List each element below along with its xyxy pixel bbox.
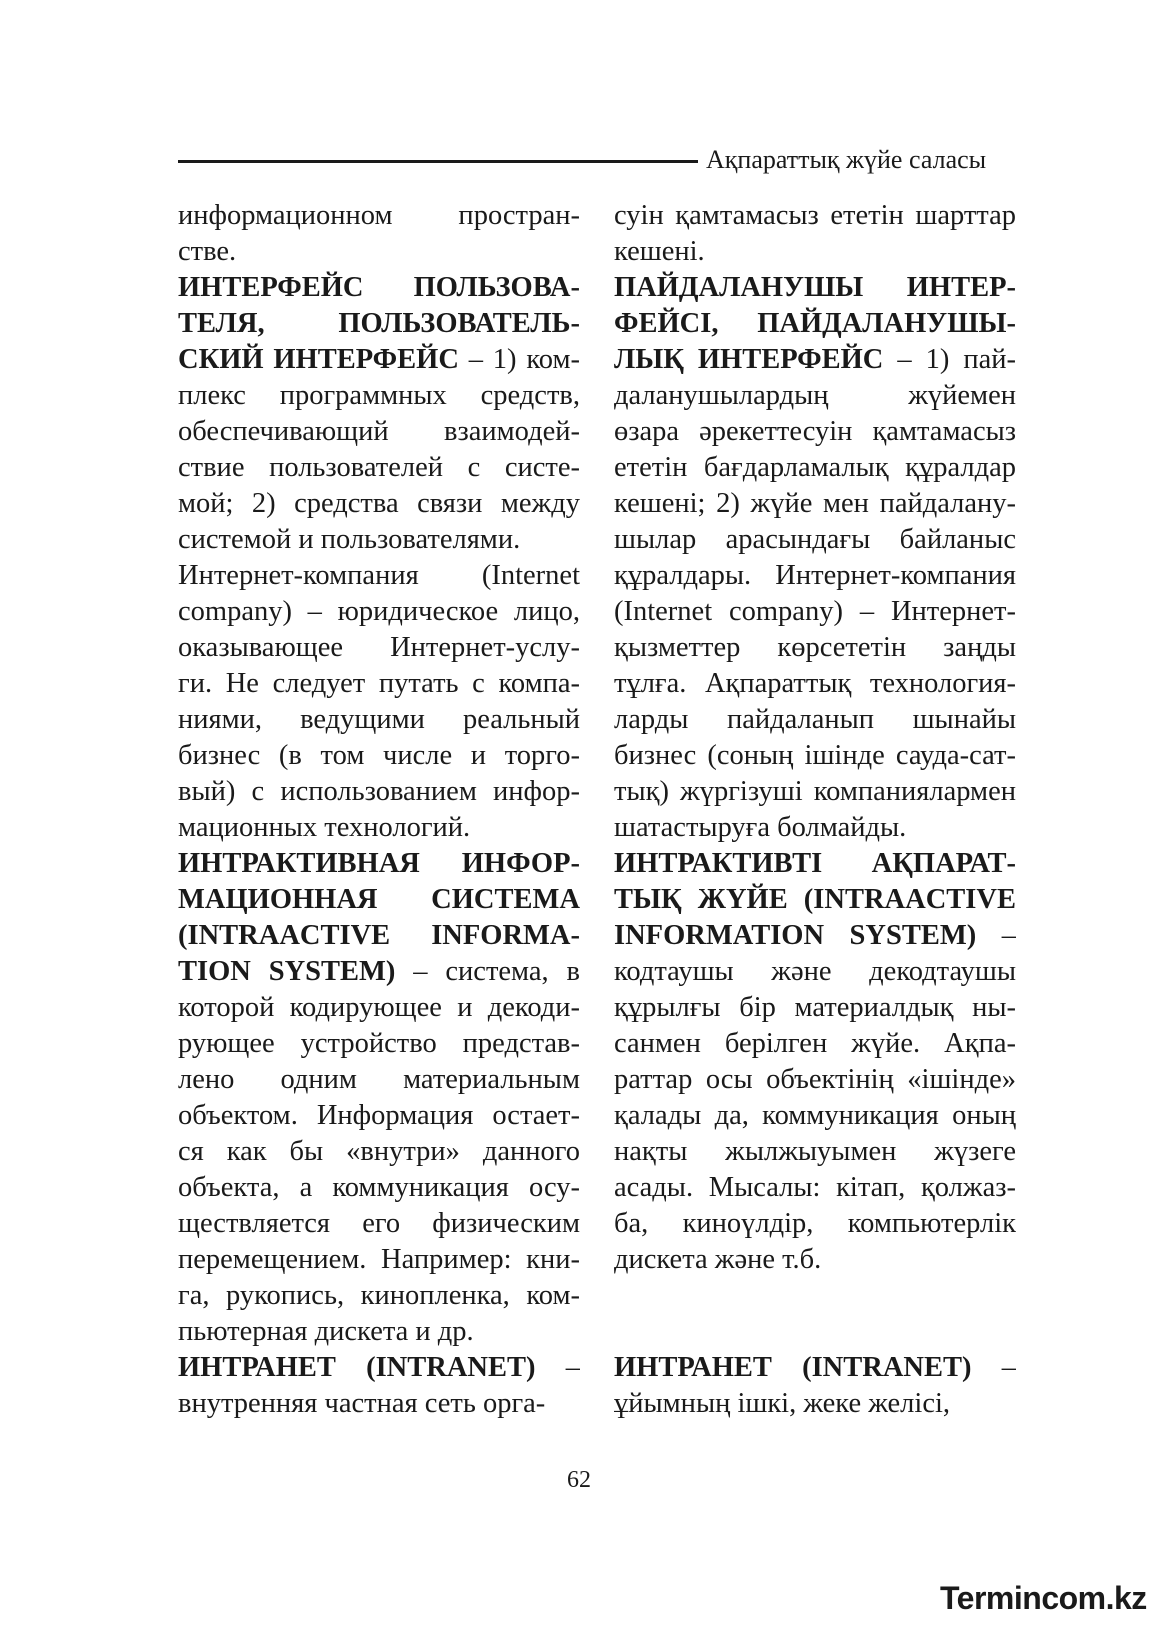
text-line [614,918,1016,954]
text-line [178,918,580,954]
body-text: системой и пользователями. [178,524,521,555]
text-line [614,846,1016,882]
term-heading: ИНТЕРФЕЙС ПОЛЬЗОВА- [178,272,580,303]
site-watermark-logo: Termincom.kz [940,1580,1147,1616]
text-line [614,306,1016,342]
text-line [614,522,1016,558]
body-text: шылар арасындағы байланыс [614,524,1016,555]
body-text: өзара әрекеттесуін қамтамасыз [614,416,1016,447]
text-line [614,1242,1016,1278]
body-text: – [976,920,1016,951]
text-line [614,810,1016,846]
body-text: шатастыруға болмайды. [614,812,907,843]
text-line [178,1386,580,1422]
body-text: га, рукопись, кинопленка, ком- [178,1280,580,1311]
text-line [614,1134,1016,1170]
text-line [178,198,580,234]
text-line [614,1098,1016,1134]
body-text: – [535,1352,580,1383]
body-text: ги. Не следует путать с компа- [178,668,580,699]
text-line [178,1170,580,1206]
text-line [178,990,580,1026]
text-line [614,1170,1016,1206]
body-text: кешені. [614,236,705,267]
body-text: ететін бағдарламалық құралдар [614,452,1016,483]
text-line [178,306,580,342]
body-text: Интернет-компания (Internet [178,560,580,591]
body-text: стве. [178,236,237,267]
blank-line [614,1278,1016,1314]
text-line [614,1062,1016,1098]
body-text: тұлға. Ақпараттық технология- [614,668,1016,699]
body-text: объекта, а коммуникация осу- [178,1172,580,1203]
text-line [614,414,1016,450]
term-heading: ИНТРАКТИВНАЯ ИНФОР- [178,848,580,879]
text-line [178,1098,580,1134]
text-line [178,846,580,882]
text-line [178,270,580,306]
text-line [614,198,1016,234]
body-text: оказывающее Интернет-услу- [178,632,580,663]
right-column [614,198,1016,1422]
body-text: нақты жылжыуымен жүзеге [614,1136,1016,1167]
text-line [178,594,580,630]
body-text: дискета және т.б. [614,1244,822,1275]
body-text: пьютерная дискета и др. [178,1316,474,1347]
header-rule [178,160,698,163]
text-line [614,1350,1016,1386]
text-line [614,378,1016,414]
text-line [614,234,1016,270]
term-heading: ПАЙДАЛАНУШЫ ИНТЕР- [614,272,1016,303]
body-text: қызметтер көрсететін заңды [614,632,1016,663]
body-text: бизнес (в том числе и торго- [178,740,580,771]
body-text: кодтаушы және декодтаушы [614,956,1016,987]
term-heading: ЛЫҚ ИНТЕРФЕЙС [614,344,884,375]
text-line [178,1134,580,1170]
body-text: объектом. Информация остает- [178,1100,580,1131]
term-heading: ТЫҚ ЖҮЙЕ (INTRAACTIVE [614,884,1016,915]
body-text: ларды пайдаланып шынайы [614,704,1016,735]
running-header: Ақпараттық жүйе саласы [706,145,987,174]
body-text: лено одним материальным [178,1064,580,1095]
term-heading: МАЦИОННАЯ СИСТЕМА [178,884,580,915]
body-text: ба, киноүлдір, компьютерлік [614,1208,1016,1239]
body-text: мой; 2) средства связи между [178,488,580,519]
text-line [178,774,580,810]
body-text: суін қамтамасыз ететін шарттар [614,200,1016,231]
body-text: раттар осы объектінің «ішінде» [614,1064,1016,1095]
body-text: кешені; 2) жүйе мен пайдалану- [614,488,1016,519]
text-line [178,1062,580,1098]
body-text: вый) с использованием инфор- [178,776,580,807]
text-line [178,738,580,774]
text-line [614,342,1016,378]
text-line [178,522,580,558]
body-text: (Internet company) – Интернет- [614,596,1016,627]
text-line [614,882,1016,918]
term-heading: ИНТРАНЕТ (INTRANET) [178,1352,536,1383]
term-heading: ИНТРАКТИВТІ АҚПАРАТ- [614,848,1016,879]
text-line [178,486,580,522]
body-text: информационном простран- [178,200,580,231]
text-line [178,954,580,990]
text-line [614,774,1016,810]
body-text: ниями, ведущими реальный [178,704,580,735]
text-line [178,810,580,846]
body-text: тық) жүргізуші компаниялармен [614,776,1016,807]
text-line [178,1350,580,1386]
body-text: санмен берілген жүйе. Ақпа- [614,1028,1016,1059]
text-line [178,558,580,594]
body-text: внутренняя частная сеть орга- [178,1388,546,1419]
text-line [178,342,580,378]
body-text: асады. Мысалы: кітап, қолжаз- [614,1172,1016,1203]
text-line [178,702,580,738]
body-text: – [971,1352,1016,1383]
body-text: – система, в [395,956,580,987]
body-text: ся как бы «внутри» данного [178,1136,580,1167]
text-line [614,558,1016,594]
text-line [614,666,1016,702]
text-line [178,234,580,270]
body-text: company) – юридическое лицо, [178,596,580,627]
body-text: ұйымның ішкі, жеке желісі, [614,1388,951,1419]
term-heading: ИНТРАНЕТ (INTRANET) [614,1352,972,1383]
text-line [178,1242,580,1278]
body-text: құралдары. Интернет-компания [614,560,1016,591]
text-line [614,1206,1016,1242]
text-line [614,954,1016,990]
text-line [614,702,1016,738]
text-line [178,378,580,414]
text-line [614,486,1016,522]
body-text: мационных технологий. [178,812,471,843]
text-line [614,1026,1016,1062]
text-line [178,1314,580,1350]
text-line [178,882,580,918]
text-line [614,1386,1016,1422]
text-line [178,630,580,666]
text-line [178,1026,580,1062]
term-heading: СКИЙ ИНТЕРФЕЙС [178,344,459,375]
body-text: рующее устройство представ- [178,1028,580,1059]
blank-line [614,1314,1016,1350]
body-text: бизнес (соның ішінде сауда-сат- [614,740,1016,771]
text-line [178,414,580,450]
body-text: – 1) ком- [458,344,580,375]
body-text: қалады да, коммуникация оның [614,1100,1016,1131]
term-heading: (INTRAACTIVE INFORMA- [178,920,580,951]
term-heading: ФЕЙСІ, ПАЙДАЛАНУШЫ- [614,308,1016,339]
body-text: ществляется его физическим [178,1208,580,1239]
text-line [178,1278,580,1314]
text-line [614,630,1016,666]
text-line [614,270,1016,306]
body-text: обеспечивающий взаимодей- [178,416,580,447]
body-text: плекс программных средств, [178,380,580,411]
text-line [178,1206,580,1242]
page-number: 62 [567,1467,591,1493]
text-line [178,450,580,486]
term-heading: TION SYSTEM) [178,956,396,987]
text-line [614,594,1016,630]
term-heading: INFORMATION SYSTEM) [614,920,977,951]
text-line [178,666,580,702]
term-heading: ТЕЛЯ, ПОЛЬЗОВАТЕЛЬ- [178,308,580,339]
body-text: даланушылардың жүйемен [614,380,1016,411]
left-column [178,198,580,1422]
body-text: которой кодирующее и декоди- [178,992,580,1023]
body-text: құрылғы бір материалдық ны- [614,992,1016,1023]
text-line [614,990,1016,1026]
text-line [614,738,1016,774]
body-text: перемещением. Например: кни- [178,1244,580,1275]
body-text: ствие пользователей с систе- [178,452,580,483]
body-text: – 1) пай- [883,344,1016,375]
text-line [614,450,1016,486]
